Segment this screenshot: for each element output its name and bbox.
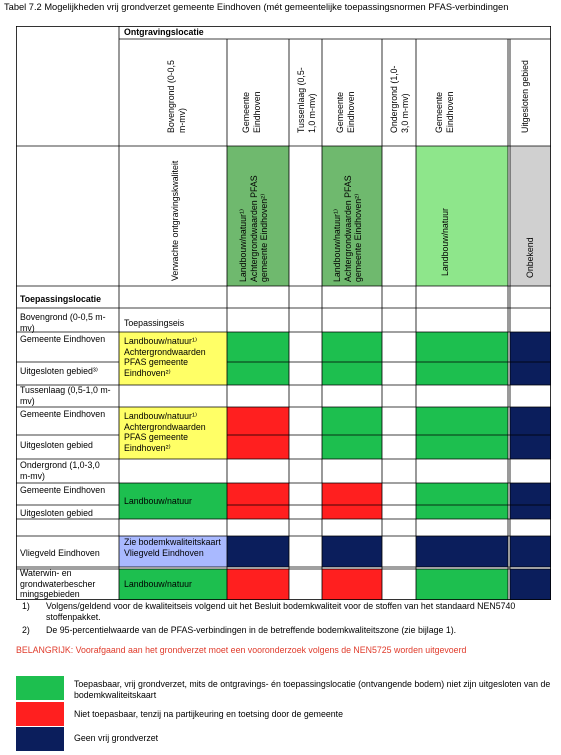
col-header-uitgesloten: Uitgesloten gebied (520, 60, 530, 133)
row-uitgesloten-2: Uitgesloten gebied (20, 440, 93, 450)
col-header-gemeente-2: Gemeente Eindhoven (335, 91, 356, 133)
cell-r5-c5 (416, 569, 508, 600)
cell-r2-c6 (510, 407, 551, 459)
cell-r1-c1 (227, 332, 289, 385)
cell-r4-c5 (416, 536, 508, 567)
cell-r2-c5 (416, 407, 508, 459)
cell-r3-c1 (227, 483, 289, 519)
cell-r2-c1 (227, 407, 289, 459)
footnote-2-text: De 95-percentielwaarde van de PFAS-verbindingen in de betreffende bodemkwaliteitszone (zie bijlage 1). (46, 625, 457, 635)
row-bovengrond: Bovengrond (0-0,5 m-mv) (20, 312, 106, 333)
header-toepassingslocatie: Toepassingslocatie (20, 294, 101, 304)
quality-text-4: Onbekend (525, 237, 535, 278)
col-header-ondergrond: Ondergrond (1,0-3,0 m-mv) (389, 65, 410, 133)
cell-r1-c5 (416, 332, 508, 385)
toepassingseis-text-3: Landbouw/natuur (124, 496, 192, 506)
quality-text-3: Landbouw/natuur (440, 208, 450, 276)
row-gemeente-1: Gemeente Eindhoven (20, 334, 106, 344)
decision-table (16, 26, 551, 600)
quality-text-1: Landbouw/natuur¹⁾ Achtergrondwaarden PFAS gemeente Eindhoven²⁾ (238, 175, 269, 282)
table-caption: Tabel 7.2 Mogelijkheden vrij grondverzet gemeente Eindhoven (mét gemeentelijke toepassingsnormen PFAS-verbindingen (4, 2, 509, 12)
row-waterwin: Waterwin- en grondwaterbescher mingsgebieden (20, 568, 96, 599)
legend-text-red: Niet toepasbaar, tenzij na partijkeuring en toetsing door de gemeente (74, 709, 343, 719)
cell-r4-c1 (227, 536, 289, 567)
legend-swatch-navy (16, 727, 64, 751)
legend-text-green: Toepasbaar, vrij grondverzet, mits de ontgravings- én toepassingslocatie (ontvangende bodem) niet zijn uitgesloten van de bodemkwaliteitskaart (74, 679, 551, 700)
cell-r2-c3 (322, 407, 382, 459)
cell-r3-c3 (322, 483, 382, 519)
legend-text-navy: Geen vrij grondverzet (74, 733, 159, 743)
col-header-gemeente-3: Gemeente Eindhoven (434, 91, 455, 133)
verwachte-ontgravingskwaliteit: Verwachte ontgravingskwaliteit (170, 160, 180, 281)
toepassingseis-label: Toepassingseis (124, 318, 185, 328)
toepassingseis-text-1: Landbouw/natuur¹⁾ Achtergrondwaarden PFAS gemeente Eindhoven²⁾ (124, 336, 206, 378)
cell-r3-c6 (510, 483, 551, 519)
warning-note: BELANGRIJK: Voorafgaand aan het grondverzet moet een vooronderzoek volgens de NEN5725 worden uitgevoerd (16, 645, 467, 655)
footnote-1-text: Volgens/geldend voor de kwaliteitseis volgend uit het Besluit bodemkwaliteit voor de stoffen van het standaard NEN5740 stoffenpakket. (46, 601, 516, 622)
row-uitgesloten-1: Uitgesloten gebied³⁾ (20, 366, 98, 376)
footnote-2-num: 2) (22, 625, 30, 635)
quality-text-2: Landbouw/natuur¹⁾ Achtergrondwaarden PFAS gemeente Eindhoven²⁾ (332, 175, 363, 282)
row-gemeente-2: Gemeente Eindhoven (20, 409, 106, 419)
legend-swatch-green (16, 676, 64, 700)
quality-cell-3 (416, 146, 508, 286)
col-header-bovengrond: Bovengrond (0-0,5 m-mv) (166, 60, 187, 133)
cell-r3-c5 (416, 483, 508, 519)
row-tussenlaag: Tussenlaag (0,5-1,0 m-mv) (20, 385, 111, 406)
cell-r5-c3 (322, 569, 382, 600)
header-ontgravingslocatie: Ontgravingslocatie (124, 27, 204, 37)
cell-r1-c6 (510, 332, 551, 385)
row-uitgesloten-3: Uitgesloten gebied (20, 508, 93, 518)
cell-r4-c6 (510, 536, 551, 567)
row-ondergrond: Ondergrond (1,0-3,0 m-mv) (20, 460, 100, 481)
cell-r5-c1 (227, 569, 289, 600)
cell-r4-c3 (322, 536, 382, 567)
cell-r5-c6 (510, 569, 551, 600)
col-header-gemeente-1: Gemeente Eindhoven (241, 91, 262, 133)
toepassingseis-text-5: Landbouw/natuur (124, 579, 192, 589)
cell-r1-c3 (322, 332, 382, 385)
footnote-1-num: 1) (22, 601, 30, 611)
row-gemeente-3: Gemeente Eindhoven (20, 485, 106, 495)
toepassingseis-text-4: Zie bodemkwaliteitskaart Vliegveld Eindhoven (124, 537, 221, 558)
col-header-tussenlaag: Tussenlaag (0,5-1,0 m-mv) (296, 67, 317, 133)
row-vliegveld: Vliegveld Eindhoven (20, 548, 100, 558)
legend-swatch-red (16, 702, 64, 726)
toepassingseis-text-2: Landbouw/natuur¹⁾ Achtergrondwaarden PFAS gemeente Eindhoven²⁾ (124, 411, 206, 453)
